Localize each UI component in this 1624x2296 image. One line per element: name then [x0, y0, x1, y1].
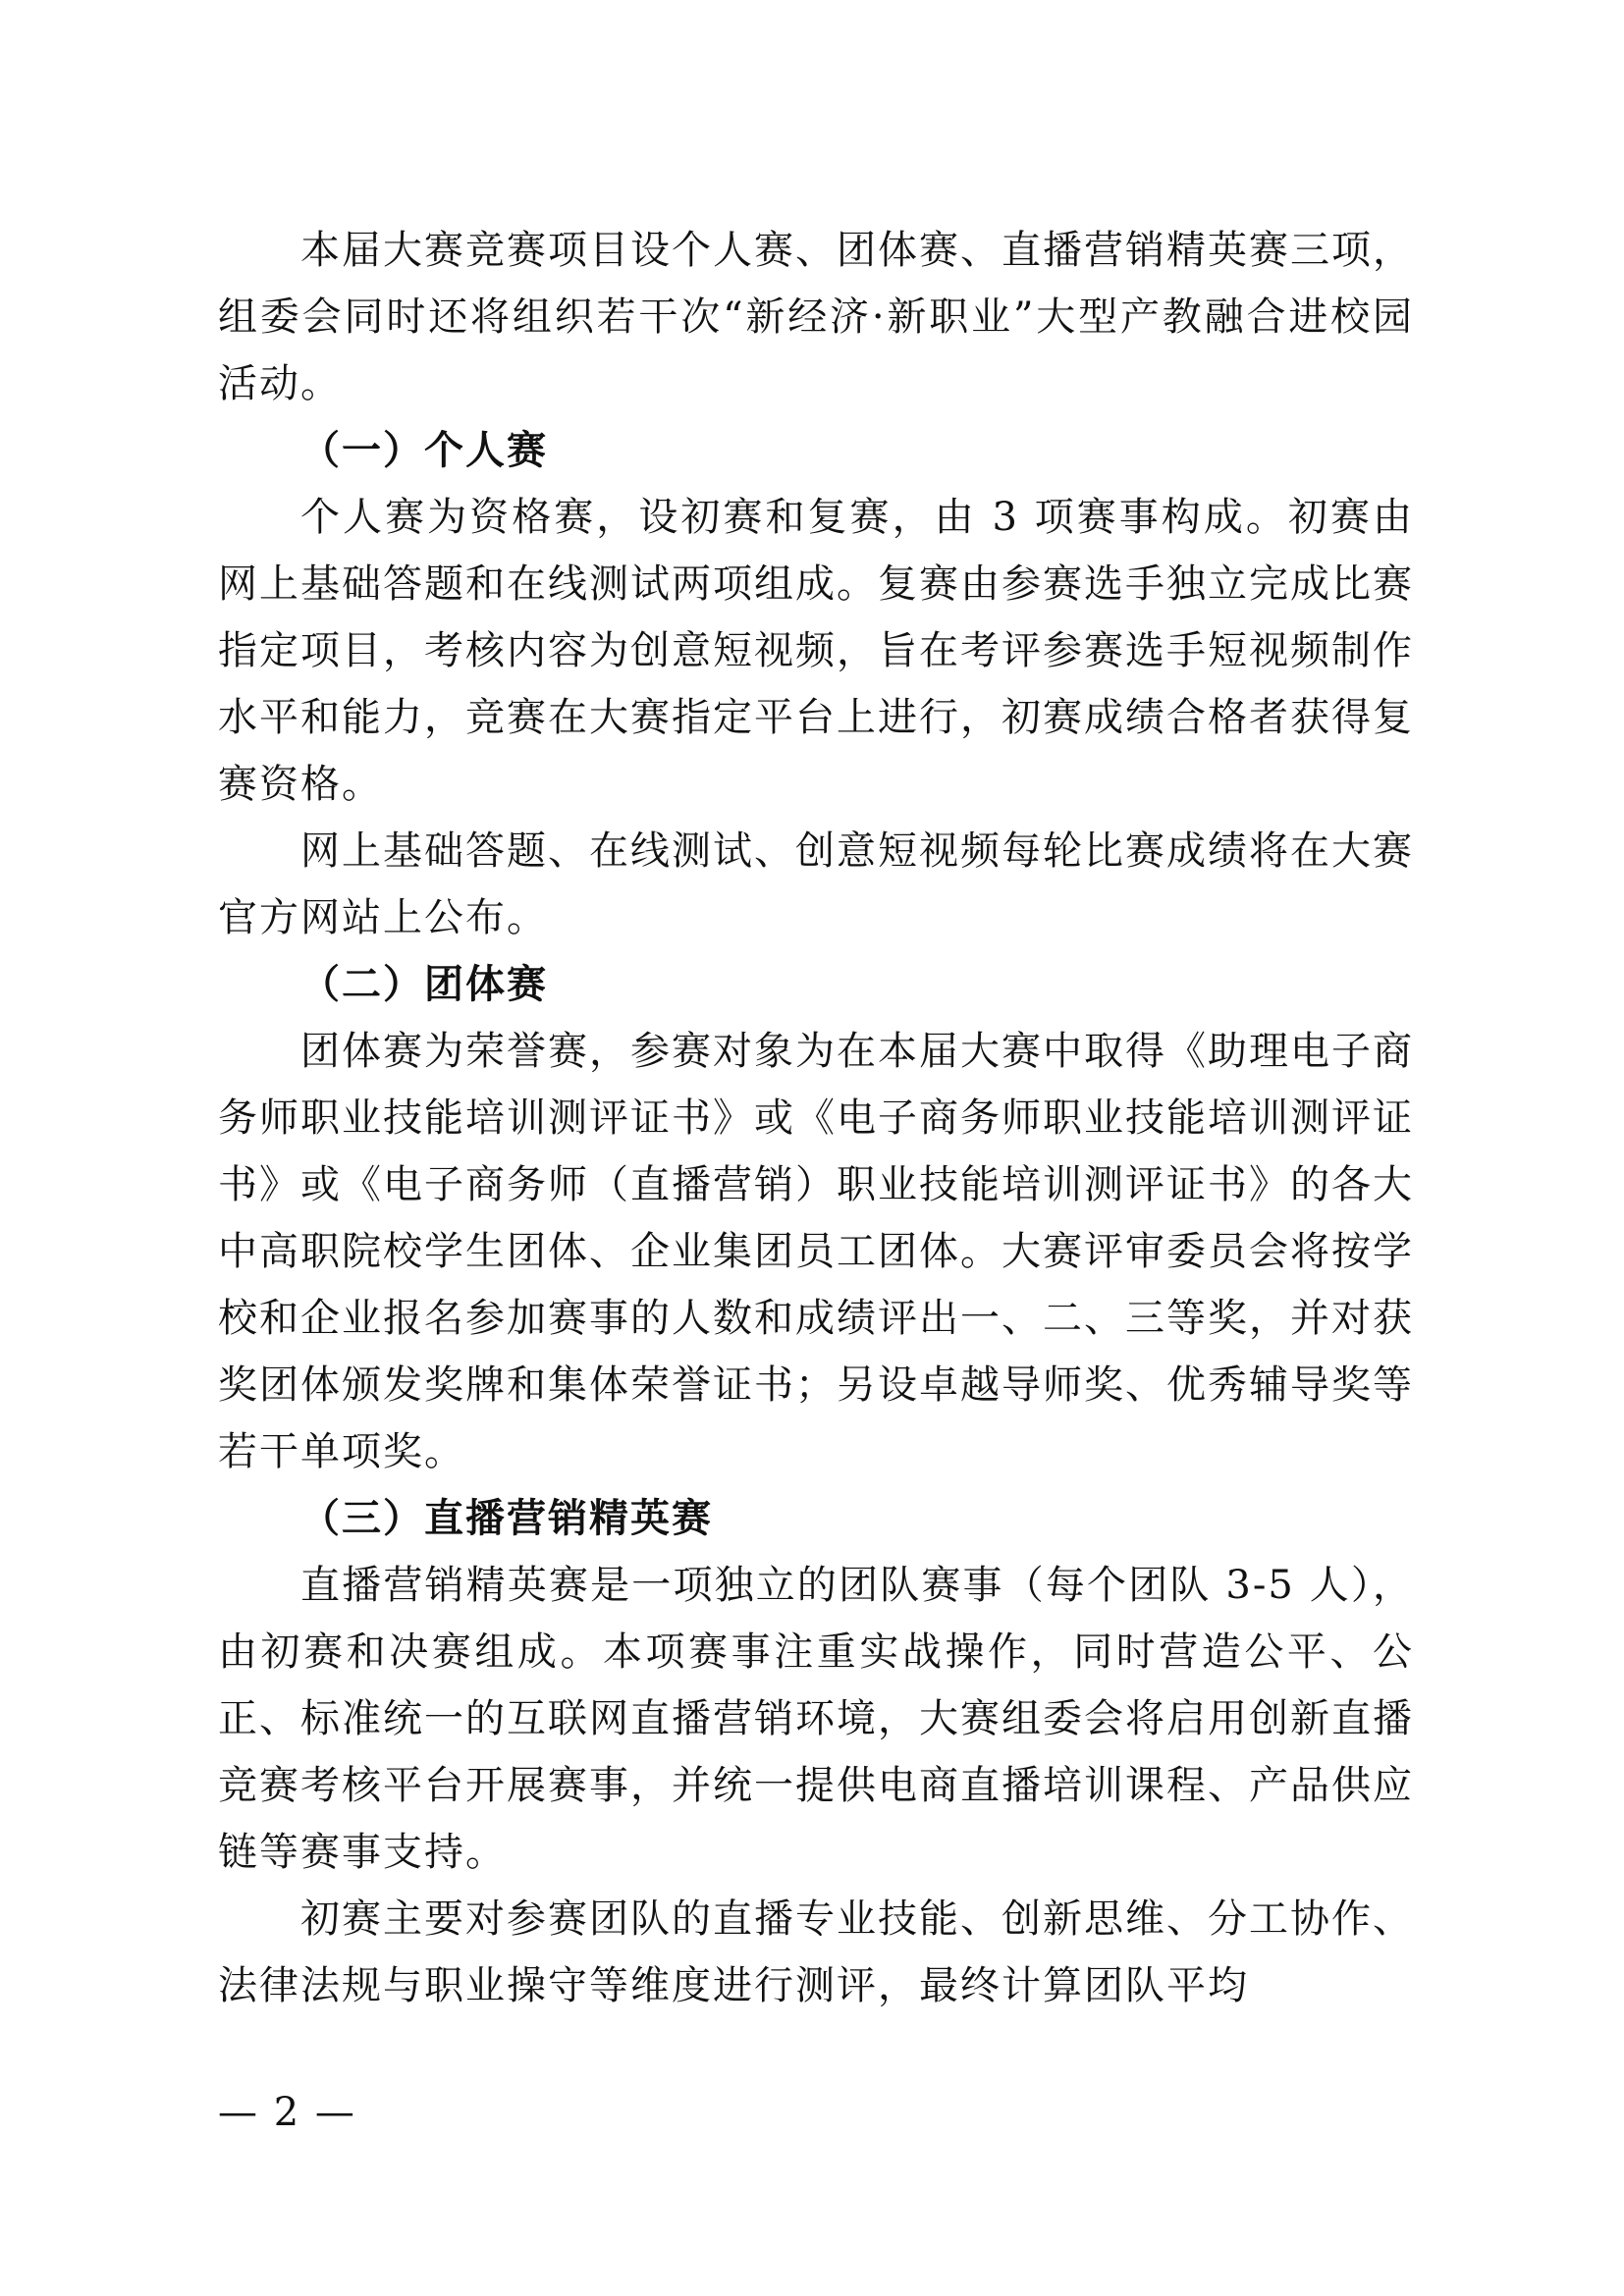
page-number: — 2 — [218, 2090, 356, 2135]
heading-livestream-competition: （三）直播营销精英赛 [300, 1496, 713, 1541]
document-page [218, 217, 1414, 2019]
individual-paragraph-1: 个人赛为资格赛，设初赛和复赛，由 3 项赛事构成。初赛由网上基础答题和在线测试两项组成。复赛由参赛选手独立完成比赛指定项目，考核内容为创意短视频，旨在考评参赛选手短视频制作水平和能力，竞赛在大赛指定平台上进行，初赛成绩合格者获得复赛资格。 [218, 495, 1414, 807]
livestream-paragraph-1: 直播营销精英赛是一项独立的团队赛事（每个团队 3-5 人），由初赛和决赛组成。本项赛事注重实战操作，同时营造公平、公正、标准统一的互联网直播营销环境，大赛组委会将启用创新直播竞赛考核平台开展赛事，并统一提供电商直播培训课程、产品供应链等赛事支持。 [218, 1563, 1414, 1875]
livestream-paragraph-2: 初赛主要对参赛团队的直播专业技能、创新思维、分工协作、法律法规与职业操守等维度进行测评，最终计算团队平均 [218, 1896, 1414, 2008]
individual-paragraph-2: 网上基础答题、在线测试、创意短视频每轮比赛成绩将在大赛官方网站上公布。 [218, 828, 1414, 940]
team-paragraph: 团体赛为荣誉赛，参赛对象为在本届大赛中取得《助理电子商务师职业技能培训测评证书》或《电子商务师职业技能培训测评证书》或《电子商务师（直播营销）职业技能培训测评证书》的各大中高职院校学生团体、企业集团员工团体。大赛评审委员会将按学校和企业报名参加赛事的人数和成绩评出一、二、三等奖，并对获奖团体颁发奖牌和集体荣誉证书；另设卓越导师奖、优秀辅导奖等若干单项奖。 [218, 1029, 1414, 1474]
heading-individual-competition: （一）个人赛 [300, 428, 548, 473]
heading-team-competition: （二）团体赛 [300, 962, 548, 1007]
intro-paragraph: 本届大赛竞赛项目设个人赛、团体赛、直播营销精英赛三项，组委会同时还将组织若干次“新经济·新职业”大型产教融合进校园活动。 [218, 228, 1414, 406]
